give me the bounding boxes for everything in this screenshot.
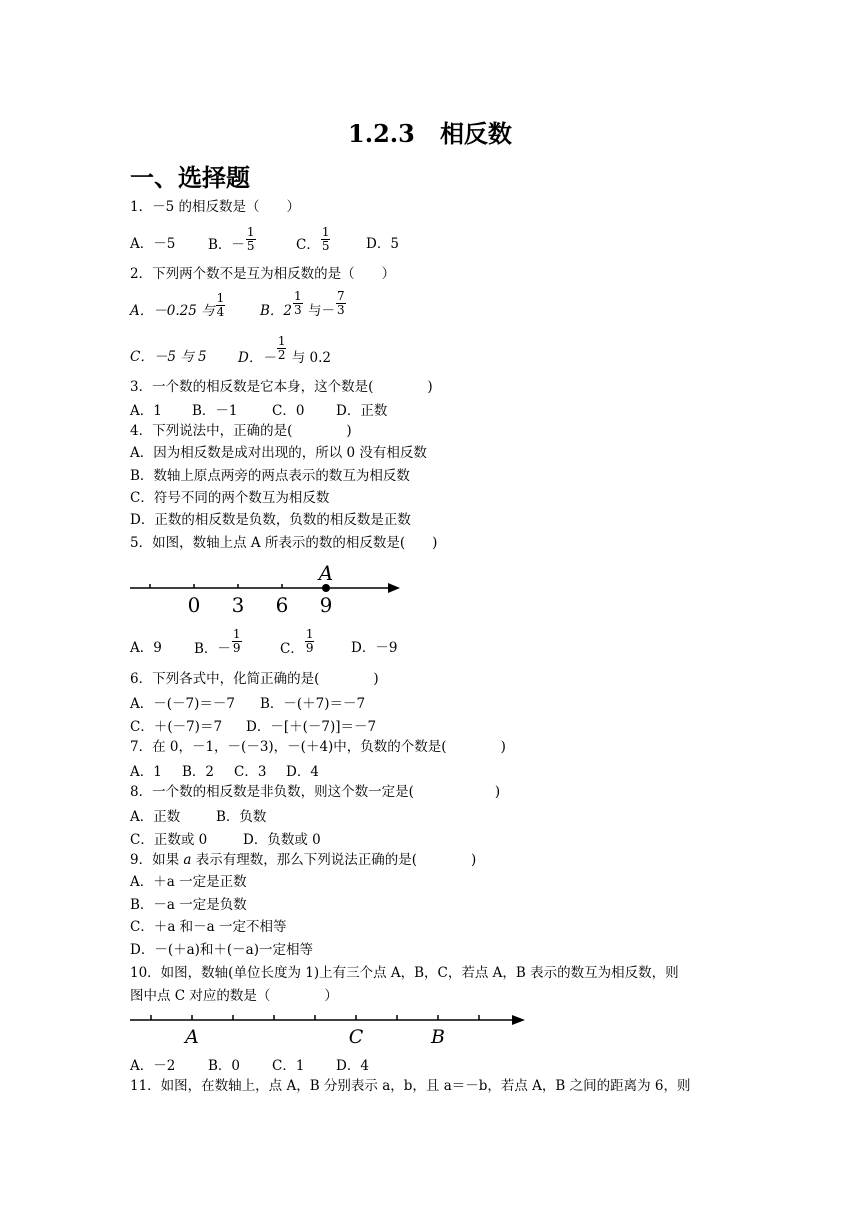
q10-option-d: D．4 xyxy=(336,1058,369,1074)
fraction-denominator: 5 xyxy=(321,239,330,253)
point-a-label: A xyxy=(185,1026,199,1048)
section-heading: 一、选择题 xyxy=(130,164,250,192)
q5-c-fraction xyxy=(305,628,315,655)
q7-stem: 7．在 0，－1，－(－3)，－(＋4)中，负数的个数是( ) xyxy=(130,739,506,755)
q1-stem: 1．－5 的相反数是（ ） xyxy=(130,199,300,215)
q2-stem: 2．下列两个数不是互为相反数的是（ ） xyxy=(130,266,396,282)
q10-option-c: C．1 xyxy=(272,1058,305,1074)
fraction-numerator: 1 xyxy=(232,627,241,641)
q6-option-b: B．－(＋7)＝－7 xyxy=(260,696,366,712)
q2-option-c: C．－5 与 5 xyxy=(130,349,207,365)
q2-d-prefix: D．－ xyxy=(238,350,276,366)
q1-option-b xyxy=(208,226,257,253)
q9-option-a: A．＋a 一定是正数 xyxy=(130,874,247,890)
q5-option-c xyxy=(280,628,315,655)
q2-d-suffix: 与 0.2 xyxy=(287,350,332,366)
q10-option-b: B．0 xyxy=(208,1058,241,1074)
q5-stem: 5．如图，数轴上点 A 所表示的数的相反数是( ) xyxy=(130,535,438,551)
fraction-denominator: 3 xyxy=(294,303,302,317)
q5-option-b xyxy=(194,628,243,655)
q5-option-a: A．9 xyxy=(130,640,162,656)
point-b-label: B xyxy=(431,1026,445,1048)
q1-b-prefix: B．－ xyxy=(208,237,245,253)
fraction-denominator: 9 xyxy=(305,641,314,655)
axis-label-6: 6 xyxy=(275,593,289,617)
q2-option-d xyxy=(238,334,332,366)
fraction-numerator: 1 xyxy=(294,289,302,303)
q10-option-a: A．－2 xyxy=(130,1058,176,1074)
q6-option-a: A．－(－7)＝－7 xyxy=(130,696,235,712)
q9-option-b: B．－a 一定是负数 xyxy=(130,897,247,913)
q3-option-c: C．0 xyxy=(272,403,305,419)
q9-stem xyxy=(130,850,476,870)
q11-stem: 11．如图，在数轴上，点 A，B 分别表示 a，b，且 a＝－b，若点 A，B 之间的距离为 6，则 xyxy=(130,1078,691,1094)
q2-b-connector: 与－ xyxy=(303,303,335,319)
fraction-numerator: 1 xyxy=(321,225,330,239)
q7-option-b: B．2 xyxy=(182,764,215,780)
q3-option-a: A．1 xyxy=(130,403,162,419)
fraction-denominator: 9 xyxy=(232,641,241,655)
q2-option-b xyxy=(260,290,347,317)
fraction-numerator: 1 xyxy=(277,334,286,348)
q4-option-a: A．因为相反数是成对出现的，所以 0 没有相反数 xyxy=(130,445,427,461)
q3-option-d: D．正数 xyxy=(336,403,388,419)
q6-stem: 6．下列各式中，化简正确的是( ) xyxy=(130,671,379,687)
q9-option-d: D．－(＋a)和＋(－a)一定相等 xyxy=(130,942,313,958)
q4-option-c: C．符号不同的两个数互为相反数 xyxy=(130,490,330,506)
q9-stem-variable: a xyxy=(183,852,192,868)
fraction-denominator: 4 xyxy=(216,305,225,319)
fraction-denominator: 5 xyxy=(246,239,255,253)
q2-d-fraction xyxy=(277,335,287,362)
q8-option-a: A．正数 xyxy=(130,809,181,825)
q1-b-fraction xyxy=(246,226,256,253)
title-number: 1.2.3 xyxy=(348,119,415,148)
q8-option-b: B．负数 xyxy=(216,809,267,825)
axis-label-9: 9 xyxy=(319,593,333,617)
axis-label-0: 0 xyxy=(187,593,201,617)
page-title xyxy=(0,114,860,149)
point-c-label: C xyxy=(348,1026,364,1048)
q6-option-d: D．－[＋(－7)]＝－7 xyxy=(246,719,377,735)
q10-number-line xyxy=(124,1008,534,1050)
q9-stem-suffix: 表示有理数，那么下列说法正确的是( ) xyxy=(191,852,477,868)
q9-stem-prefix: 9．如果 xyxy=(130,852,184,868)
q1-option-d: D．5 xyxy=(366,236,399,252)
fraction-numerator: 1 xyxy=(305,627,314,641)
axis-arrow xyxy=(388,583,400,593)
point-a-label: A xyxy=(318,561,334,585)
q8-option-c: C．正数或 0 xyxy=(130,832,208,848)
q5-number-line xyxy=(124,560,414,620)
q10-stem-line-1: 10．如图，数轴(单位长度为 1)上有三个点 A，B，C，若点 A，B 表示的数互为相反数，则 xyxy=(130,965,679,981)
q7-option-d: D．4 xyxy=(286,764,319,780)
q1-option-a: A．－5 xyxy=(130,236,176,252)
fraction-numerator: 1 xyxy=(216,291,225,305)
q7-option-c: C．3 xyxy=(234,764,267,780)
q1-c-prefix: C． xyxy=(296,237,320,253)
fraction-numerator: 7 xyxy=(336,289,345,303)
q9-option-c: C．＋a 和－a 一定不相等 xyxy=(130,919,287,935)
q2-b-prefix: B．2 xyxy=(260,303,293,319)
q8-option-d: D．负数或 0 xyxy=(243,832,321,848)
fraction-denominator: 2 xyxy=(277,348,286,362)
q2-b-fraction xyxy=(293,290,303,317)
q7-option-a: A．1 xyxy=(130,764,162,780)
fraction-numerator: 1 xyxy=(246,225,255,239)
axis-label-3: 3 xyxy=(231,593,245,617)
q5-c-prefix: C． xyxy=(280,641,304,657)
q4-option-d: D．正数的相反数是负数，负数的相反数是正数 xyxy=(130,512,411,528)
title-text: 相反数 xyxy=(439,119,512,148)
q10-stem-line-2: 图中点 C 对应的数是（ ） xyxy=(130,988,338,1004)
q5-b-prefix: B．－ xyxy=(194,641,231,657)
q3-option-b: B．－1 xyxy=(192,403,238,419)
q4-stem: 4．下列说法中，正确的是( ) xyxy=(130,423,352,439)
point-a-dot xyxy=(322,584,330,592)
q1-c-fraction xyxy=(321,226,331,253)
q2-a-fraction xyxy=(216,292,226,319)
q5-b-fraction xyxy=(232,628,242,655)
q6-option-c: C．＋(－7)＝7 xyxy=(130,719,223,735)
q8-stem: 8．一个数的相反数是非负数，则这个数一定是( ) xyxy=(130,784,501,800)
q3-stem: 3．一个数的相反数是它本身，这个数是( ) xyxy=(130,379,433,395)
fraction-denominator: 3 xyxy=(336,303,345,317)
q1-option-c xyxy=(296,226,331,253)
q5-option-d: D．－9 xyxy=(351,640,398,656)
q2-option-a xyxy=(130,291,226,325)
q4-option-b: B．数轴上原点两旁的两点表示的数互为相反数 xyxy=(130,468,410,484)
axis-arrow xyxy=(512,1015,525,1025)
q2-b-fraction-2 xyxy=(336,290,346,317)
q2-a-prefix: A．－0.25 与 xyxy=(130,303,215,319)
